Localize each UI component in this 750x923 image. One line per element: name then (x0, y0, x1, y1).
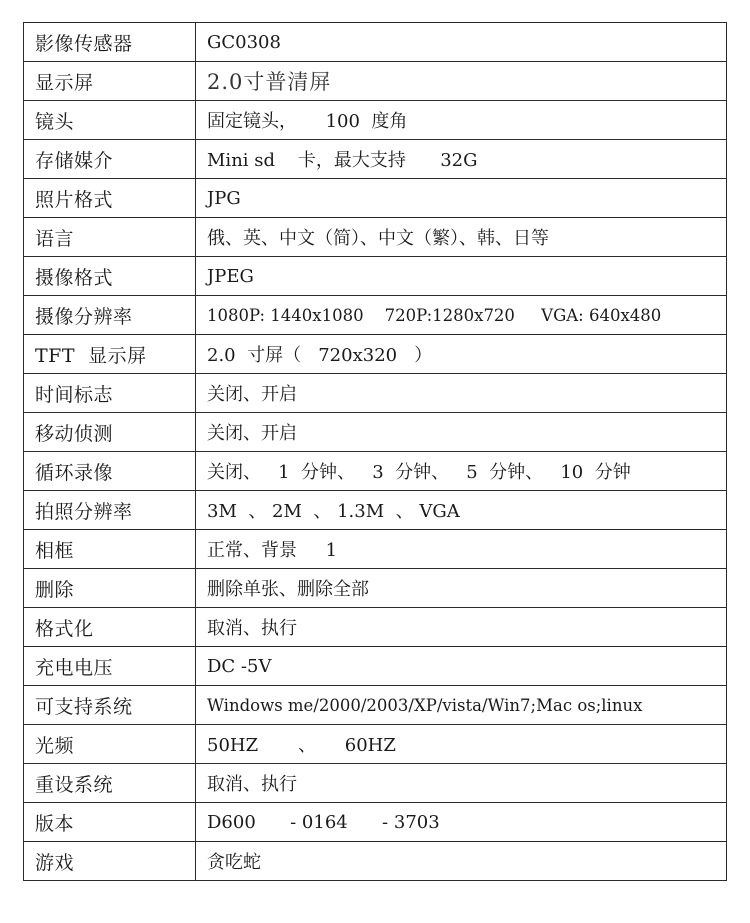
row-value: GC0308 (196, 23, 727, 62)
table-row (24, 452, 727, 491)
table-row (24, 842, 727, 881)
table-row (24, 647, 727, 686)
row-value: 俄、英、中文（简）、中文（繁）、韩、日等 (196, 218, 727, 257)
row-label: TFT 显示屏 (24, 335, 196, 374)
row-label: 移动侦测 (24, 413, 196, 452)
table-row (24, 101, 727, 140)
table-row (24, 530, 727, 569)
table-row (24, 725, 727, 764)
row-value: Mini sd 卡，最大支持 32G (196, 140, 727, 179)
table-row (24, 140, 727, 179)
row-value: 取消、执行 (196, 608, 727, 647)
table-row (24, 179, 727, 218)
table-row (24, 686, 727, 725)
row-value: 正常、背景 1 (196, 530, 727, 569)
row-value: 删除单张、删除全部 (196, 569, 727, 608)
table-row (24, 296, 727, 335)
row-value: D600 - 0164 - 3703 (196, 803, 727, 842)
row-label: 影像传感器 (24, 23, 196, 62)
row-value: Windows me/2000/2003/XP/vista/Win7;Mac os;linux (196, 686, 727, 725)
table-row (24, 608, 727, 647)
row-label: 显示屏 (24, 62, 196, 101)
row-value: 3M 、 2M 、 1.3M 、 VGA (196, 491, 727, 530)
table-row (24, 764, 727, 803)
row-label: 摄像分辨率 (24, 296, 196, 335)
row-label: 相框 (24, 530, 196, 569)
spec-table (23, 22, 727, 881)
row-value: 固定镜头， 100 度角 (196, 101, 727, 140)
table-row (24, 62, 727, 101)
row-label: 版本 (24, 803, 196, 842)
row-value: DC -5V (196, 647, 727, 686)
row-label: 摄像格式 (24, 257, 196, 296)
row-label: 格式化 (24, 608, 196, 647)
row-label: 充电电压 (24, 647, 196, 686)
row-value: 关闭、 1 分钟、 3 分钟、 5 分钟、 10 分钟 (196, 452, 727, 491)
table-row (24, 491, 727, 530)
table-row (24, 569, 727, 608)
row-value: 50HZ 、 60HZ (196, 725, 727, 764)
row-label: 拍照分辨率 (24, 491, 196, 530)
row-label: 镜头 (24, 101, 196, 140)
table-row (24, 23, 727, 62)
row-value: 1080P: 1440x1080 720P:1280x720 VGA: 640x480 (196, 296, 727, 335)
row-label: 照片格式 (24, 179, 196, 218)
table-row (24, 413, 727, 452)
row-label: 循环录像 (24, 452, 196, 491)
row-value: 2.0寸普清屏 (196, 62, 727, 101)
table-row (24, 218, 727, 257)
row-value: 取消、执行 (196, 764, 727, 803)
row-label: 语言 (24, 218, 196, 257)
table-row (24, 803, 727, 842)
row-label: 重设系统 (24, 764, 196, 803)
row-value: 2.0 寸屏（ 720x320 ） (196, 335, 727, 374)
table-row (24, 335, 727, 374)
row-value: 贪吃蛇 (196, 842, 727, 881)
table-row (24, 374, 727, 413)
row-value: JPEG (196, 257, 727, 296)
row-label: 存储媒介 (24, 140, 196, 179)
row-label: 可支持系统 (24, 686, 196, 725)
row-value: 关闭、开启 (196, 374, 727, 413)
row-value: 关闭、开启 (196, 413, 727, 452)
table-row (24, 257, 727, 296)
row-value: JPG (196, 179, 727, 218)
row-label: 光频 (24, 725, 196, 764)
row-label: 时间标志 (24, 374, 196, 413)
row-label: 删除 (24, 569, 196, 608)
row-label: 游戏 (24, 842, 196, 881)
